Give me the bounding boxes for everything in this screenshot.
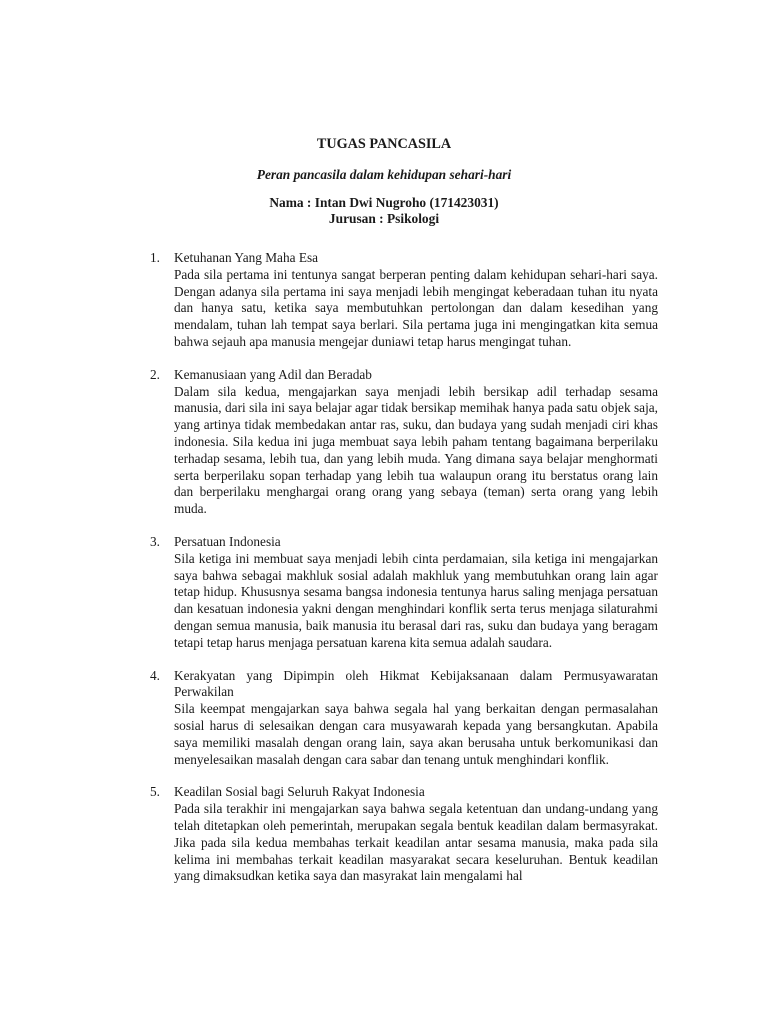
list-item — [150, 534, 658, 652]
list-item-title: Kemanusiaan yang Adil dan Beradab — [174, 366, 372, 382]
list-item-body: Pada sila terakhir ini mengajarkan saya bahwa segala ketentuan dan undang-undang yang telah ditetapkan oleh pemerintah, merupakan segala bentuk keadilan dalam bermasyrakat. Jika pada sila kedua membahas terkait keadilan antar sesama manusia, maka pada sila kelima ini membahas terkait keadilan masyarakat secara keseluruhan. Bentuk keadilan yang dimaksudkan ketika saya dan masyrakat lain mengalami hal — [174, 801, 658, 884]
list-item — [150, 784, 658, 885]
list-item-body: Pada sila pertama ini tentunya sangat berperan penting dalam kehidupan sehari-hari saya. Dengan adanya sila pertama ini saya menjadi lebih mengingat keberadaan tuhan itu nyata dan hanya satu, ketika saya membutuhkan pertolongan dan dalam kesedihan yang mendalam, tuhan lah tempat saya berlari. Sila pertama juga ini mengingatkan kita semua bahwa sejauh apa manusia mengejar duniawi tetap harus mengingat tuhan. — [174, 266, 658, 349]
document-title: TUGAS PANCASILA — [316, 136, 452, 152]
document-subtitle: Peran pancasila dalam kehidupan sehari-hari — [256, 167, 512, 182]
document-header — [0, 136, 768, 226]
list-item-title: Keadilan Sosial bagi Seluruh Rakyat Indonesia — [174, 784, 425, 800]
author-department: Jurusan : Psikologi — [328, 210, 440, 226]
list-item — [150, 250, 658, 351]
list-item — [150, 668, 658, 769]
list-item-body: Sila keempat mengajarkan saya bahwa segala hal yang berkaitan dengan permasalahan sosial harus di selesaikan dengan cara musyawarah kepada yang bersangkutan. Apabila saya memiliki masalah dengan orang lain, saya akan berusaha untuk berkomunikasi dan menyelesaikan masalah dengan cara sabar dan tenang untuk menghindari konflik. — [174, 701, 658, 767]
list-item-number: 3. — [150, 533, 160, 549]
list-item-number: 1. — [150, 250, 160, 265]
list-item-number: 5. — [150, 784, 160, 800]
list-item-number: 2. — [150, 366, 160, 382]
author-name: Nama : Intan Dwi Nugroho (171423031) — [269, 195, 499, 210]
principles-list — [150, 250, 658, 901]
list-item-number: 4. — [150, 667, 160, 683]
list-item-title: Ketuhanan Yang Maha Esa — [174, 250, 319, 265]
list-item-body: Sila ketiga ini membuat saya menjadi lebih cinta perdamaian, sila ketiga ini mengajarkan saya bahwa sebagai makhluk sosial adalah makhluk yang membutuhkan orang lain agar tetap hidup. Khususnya sesama bangsa indonesia tentunya harus saling menjaga persatuan dan kesatuan indonesia yakni dengan menghindari konflik serta terus menjaga silaturahmi dengan semua manusia, baik manusia itu berasal dari ras, suku dan budaya yang beragam tetapi tetap harus menjaga persatuan karena kita semua adalah saudara. — [174, 550, 658, 650]
list-item-title: Persatuan Indonesia — [174, 533, 281, 549]
list-item-body: Dalam sila kedua, mengajarkan saya menjadi lebih bersikap adil terhadap sesama manusia, dari sila ini saya belajar agar tidak bersikap memihak hanya pada satu objek saja, yang artinya tidak membedakan antar ras, suku, dan budaya yang sudah menjadi ciri khas indonesia. Sila kedua ini juga membuat saya lebih paham tentang bagaimana berperilaku terhadap sesama, lebih tua, dan yang lebih muda. Yang dimana saya belajar menghormati serta berperilaku sopan terhadap yang lebih tua walaupun orang itu berstatus orang lain dan berperilaku menghargai orang orang yang sebaya (teman) serta orang yang lebih muda. — [174, 383, 658, 517]
list-item-title: Kerakyatan yang Dipimpin oleh Hikmat Kebijaksanaan dalam Permusyawaratan Perwakilan — [174, 667, 658, 700]
list-item — [150, 367, 658, 518]
